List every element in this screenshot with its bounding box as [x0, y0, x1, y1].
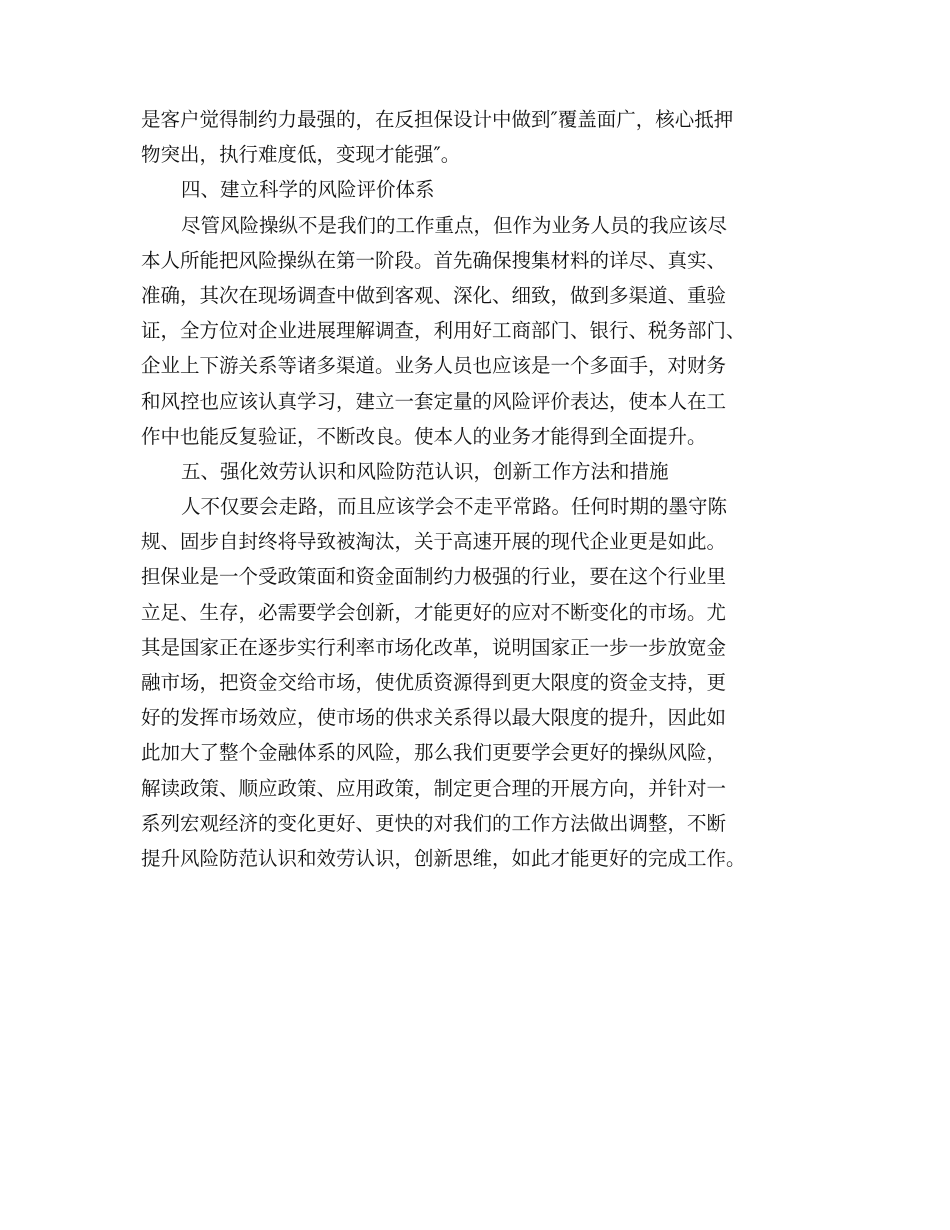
text-line: 担保业是一个受政策面和资金面制约力极强的行业，要在这个行业里 — [141, 565, 727, 589]
text-line: 其是国家正在逐步实行利率市场化改革，说明国家正一步一步放宽金 — [141, 635, 727, 659]
paragraph-innovation — [141, 489, 831, 876]
document-body — [141, 102, 831, 876]
text-line: 和风控也应该认真学习，建立一套定量的风险评价表达，使本人在工 — [141, 389, 727, 413]
text-line: 此加大了整个金融体系的风险，那么我们更要学会更好的操纵风险， — [141, 741, 727, 765]
text-line: 企业上下游关系等诸多渠道。业务人员也应该是一个多面手，对财务 — [141, 354, 727, 378]
text-line: 是客户觉得制约力最强的，在反担保设计中做到″覆盖面广，核心抵押 — [141, 108, 734, 131]
text-line: 融市场，把资金交给市场，使优质资源得到更大限度的资金支持，更 — [141, 671, 727, 694]
text-line: 规、固步自封终将导致被淘汰，关于高速开展的现代企业更是如此。 — [141, 530, 727, 554]
paragraph-risk-evaluation — [141, 208, 831, 454]
text-line: 系列宏观经济的变化更好、更快的对我们的工作方法做出调整，不断 — [141, 811, 727, 835]
text-line: 人不仅要会走路，而且应该学会不走平常路。任何时期的墨守陈 — [181, 495, 728, 519]
text-line: 作中也能反复验证，不断改良。使本人的业务才能得到全面提升。 — [141, 424, 707, 448]
heading-text: 五、强化效劳认识和风险防范认识，创新工作方法和措施 — [181, 459, 669, 483]
text-line: 本人所能把风险操纵在第一阶段。首先确保搜集材料的详尽、真实、 — [141, 248, 727, 272]
text-line: 准确，其次在现场调查中做到客观、深化、细致，做到多渠道、重验 — [141, 283, 727, 307]
text-line: 好的发挥市场效应，使市场的供求关系得以最大限度的提升，因此如 — [141, 706, 727, 730]
heading-text: 四、建立科学的风险评价体系 — [181, 178, 435, 202]
text-line: 解读政策、顺应政策、应用政策，制定更合理的开展方向，并针对一 — [141, 776, 727, 800]
section-heading-4 — [141, 172, 831, 207]
text-line: 证，全方位对企业进展理解调查，利用好工商部门、银行、税务部门、 — [141, 319, 746, 343]
paragraph-continuation — [141, 102, 831, 172]
text-line: 立足、生存，必需要学会创新，才能更好的应对不断变化的市场。尤 — [141, 600, 727, 624]
text-line: 尽管风险操纵不是我们的工作重点，但作为业务人员的我应该尽 — [181, 213, 728, 237]
section-heading-5 — [141, 454, 831, 489]
text-line: 提升风险防范认识和效劳认识，创新思维，如此才能更好的完成工作。 — [141, 846, 746, 870]
text-line: 物突出，执行难度低，变现才能强″。 — [141, 143, 461, 167]
